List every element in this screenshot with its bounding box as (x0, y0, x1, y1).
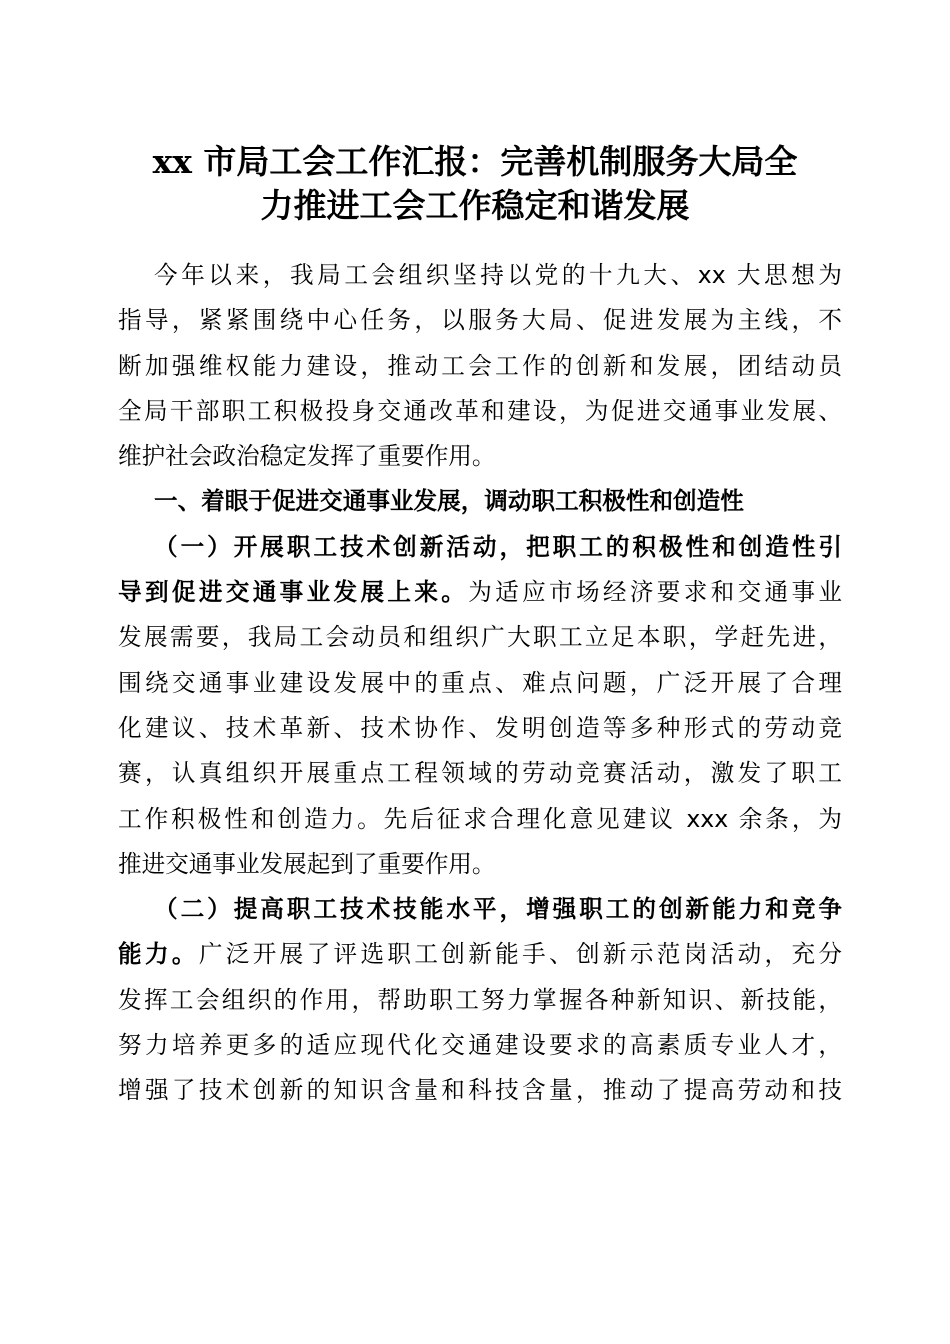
intro-line: 断加强维权能力建设，推动工会工作的创新和发展，团结动员 (118, 351, 842, 380)
subsection-2-text: 广泛开展了评选职工创新能手、创新示范岗活动，充分 (198, 940, 842, 969)
section-heading-1: 一、着眼于促进交通事业发展，调动职工积极性和创造性 (154, 487, 744, 516)
subsection-2-heading: （二）提高职工技术技能水平，增强职工的创新能力和竞争 (154, 895, 842, 924)
subsection-2-line: 努力培养更多的适应现代化交通建设要求的高素质专业人才， (118, 1031, 842, 1060)
intro-line: 今年以来，我局工会组织坚持以党的十九大、xx 大思想为 (154, 261, 842, 289)
subsection-1-line: 发展需要，我局工会动员和组织广大职工立足本职，学赶先进， (118, 623, 842, 652)
subsection-2-line: 增强了技术创新的知识含量和科技含量，推动了提高劳动和技 (118, 1076, 842, 1105)
subsection-2-line: 发挥工会组织的作用，帮助职工努力掌握各种新知识、新技能， (118, 985, 842, 1014)
document-title-line-1: xx 市局工会工作汇报：完善机制服务大局全 (152, 142, 798, 181)
document-title-line-2: 力推进工会工作稳定和谐发展 (260, 186, 690, 225)
subsection-1-heading: （一）开展职工技术创新活动，把职工的积极性和创造性引 (154, 532, 842, 561)
subsection-1-line: 推进交通事业发展起到了重要作用。 (118, 849, 496, 878)
document-body (118, 253, 842, 1114)
subsection-2-line (118, 932, 842, 977)
intro-line: 维护社会政治稳定发挥了重要作用。 (118, 442, 496, 471)
subsection-1-line (118, 570, 842, 615)
subsection-1-line: 工作积极性和创造力。先后征求合理化意见建议 xxx 余条，为 (118, 804, 842, 833)
intro-line: 全局干部职工积极投身交通改革和建设，为促进交通事业发展、 (118, 396, 842, 425)
subsection-1-heading-cont: 导到促进交通事业发展上来。 (118, 578, 469, 607)
subsection-1-line: 围绕交通事业建设发展中的重点、难点问题，广泛开展了合理 (118, 668, 842, 697)
intro-line: 指导，紧紧围绕中心任务，以服务大局、促进发展为主线，不 (118, 306, 842, 335)
subsection-1-text: 为适应市场经济要求和交通事业 (468, 578, 842, 607)
subsection-2-heading-cont: 能力。 (118, 940, 199, 969)
subsection-1-line: 化建议、技术革新、技术协作、发明创造等多种形式的劳动竞 (118, 713, 842, 742)
subsection-1-line: 赛，认真组织开展重点工程领域的劳动竞赛活动，激发了职工 (118, 759, 842, 788)
